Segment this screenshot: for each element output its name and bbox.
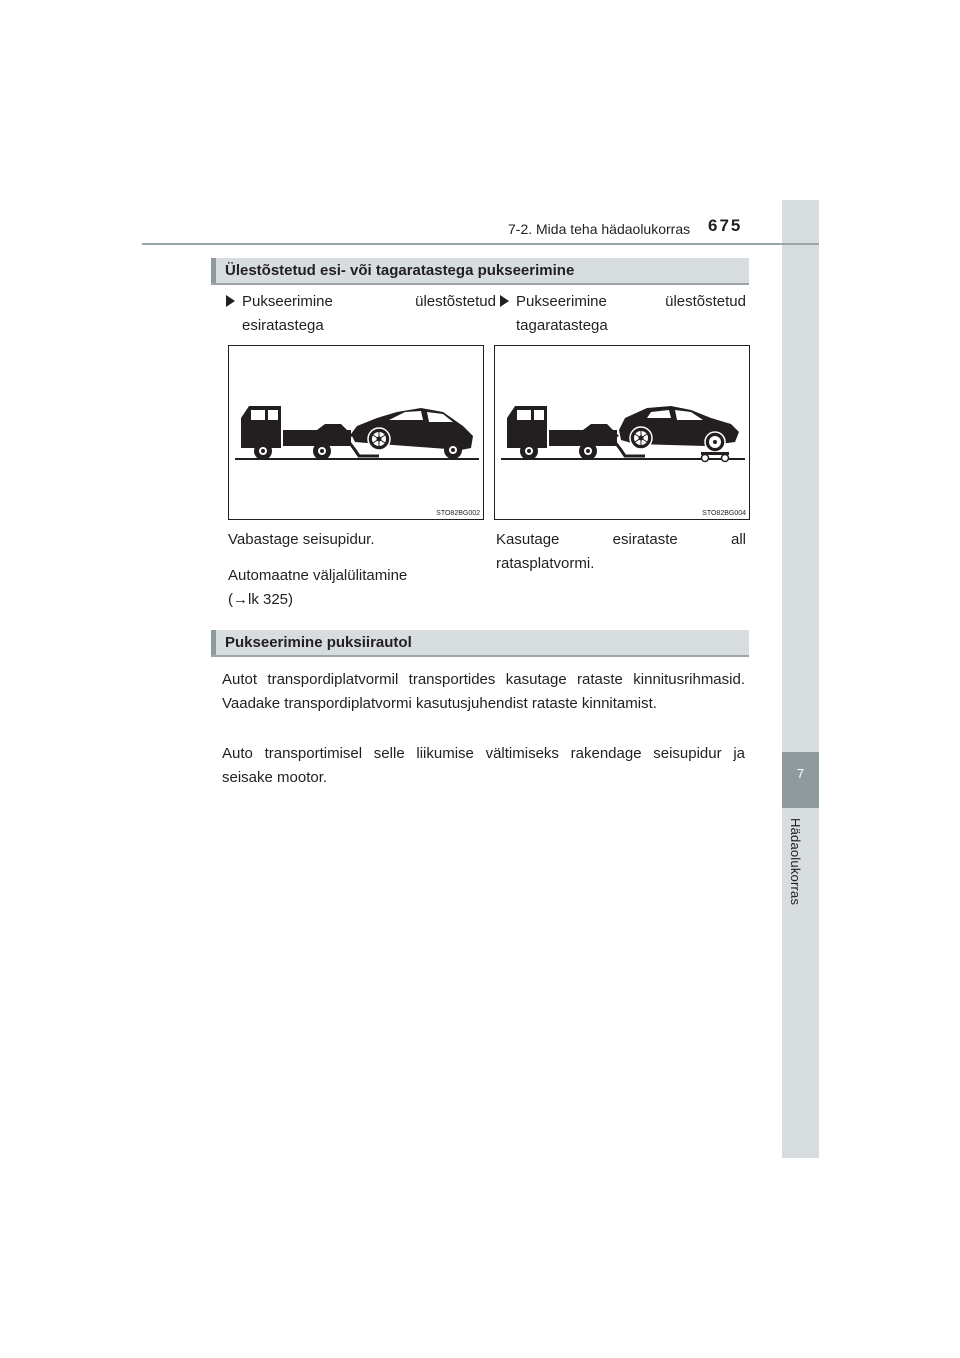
caption-page-ref: (→lk 325) — [228, 591, 294, 608]
front-lift-heading — [242, 290, 496, 338]
flatbed-paragraph-1: Autot transpordiplatvormil transportides kasutage rataste kinnitusrihmasid. Vaadake transpordiplatvormi kasutusjuhendist rataste kinnitamist. — [222, 671, 745, 712]
header-rule — [142, 243, 819, 245]
section-heading-text: Ülestõstetud esi- või tagaratastega pukseerimine — [225, 262, 575, 279]
rear-lift-heading-text: Pukseerimine ülestõstetud tagaratastega — [516, 293, 746, 334]
figure-code: STO82BG004 — [702, 510, 746, 517]
tow-truck-rear-lift-icon — [495, 346, 749, 519]
caption-dolly: Kasutage esirataste all ratasplatvormi. — [496, 531, 746, 572]
front-lift-illustration — [228, 345, 484, 520]
bullet-triangle-icon — [226, 295, 235, 307]
section-heading-lifted-wheels — [211, 258, 749, 285]
rear-lift-caption — [496, 528, 746, 576]
chapter-side-tab — [782, 200, 819, 1158]
chapter-number: 7 — [796, 766, 805, 781]
rear-lift-heading — [516, 290, 746, 338]
flatbed-paragraph-2: Auto transportimisel selle liikumise vältimiseks rakendage seisupidur ja seisake mootor. — [222, 745, 745, 786]
header-section-title: 7-2. Mida teha hädaolukorras — [508, 221, 691, 237]
rear-lift-illustration — [494, 345, 750, 520]
section-heading-flatbed — [211, 630, 749, 657]
chapter-label: Hädaolukorras — [788, 818, 803, 906]
page-number: 675 — [708, 216, 743, 235]
section-heading-text: Pukseerimine puksiirautol — [225, 634, 412, 651]
front-lift-caption — [228, 528, 478, 612]
figure-code: STO82BG002 — [436, 510, 480, 517]
tow-truck-front-lift-icon — [229, 346, 483, 519]
bullet-triangle-icon — [500, 295, 509, 307]
caption-parking-brake: Vabastage seisupidur. — [228, 531, 375, 548]
caption-auto-shutoff: Automaatne väljalülitamine — [228, 567, 408, 584]
front-lift-heading-text: Pukseerimine ülestõstetud esiratastega — [242, 293, 496, 334]
